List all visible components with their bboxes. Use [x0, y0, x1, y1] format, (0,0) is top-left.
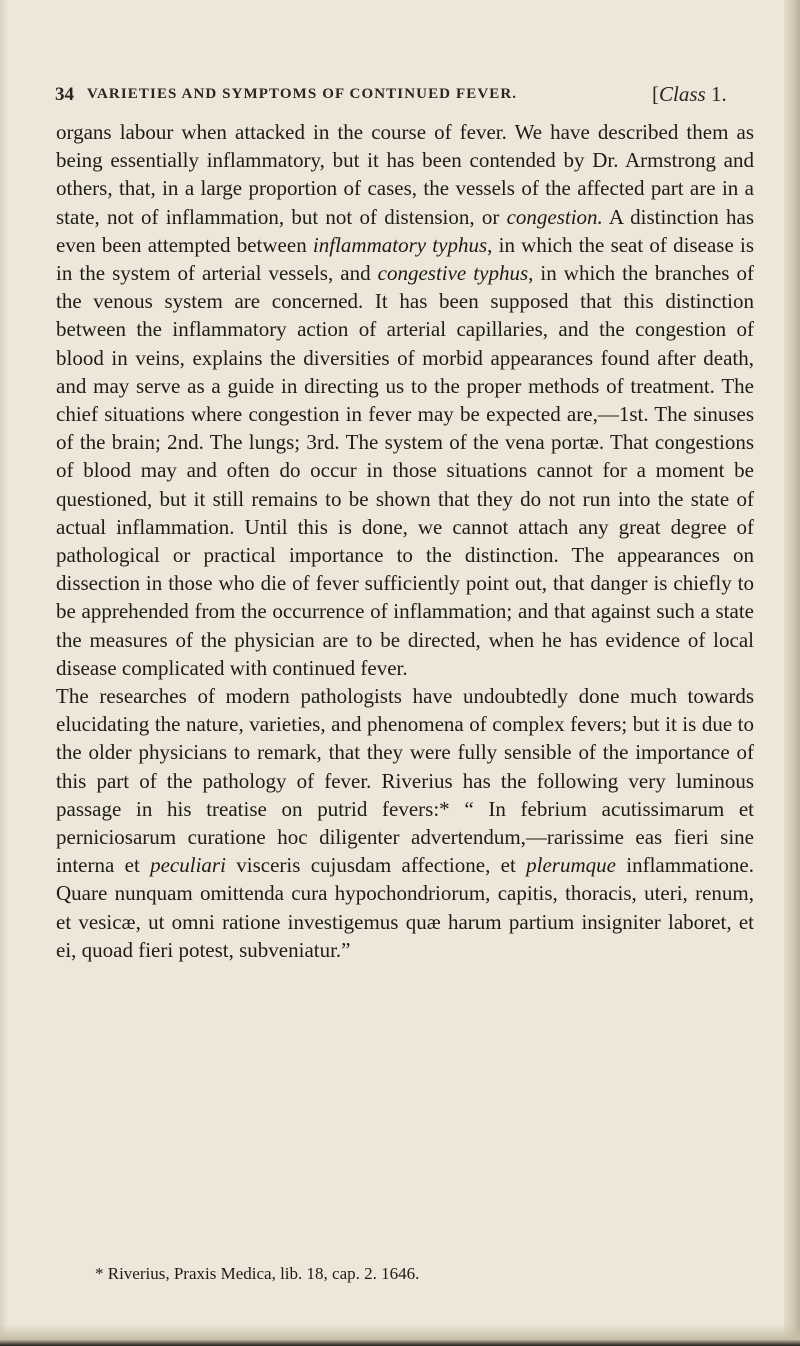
paragraph-1-text-c: , in which the seat of disease is in the system of arterial vessels, and [56, 232, 755, 286]
term-congestion: congestion. [506, 204, 603, 229]
term-congestive-typhus: congestive typhus [377, 261, 529, 286]
class-label-number: 1. [705, 82, 727, 106]
page-gutter-shadow [0, 0, 8, 1346]
class-label-word: Class [659, 82, 706, 106]
paragraph-2 [56, 682, 754, 964]
paragraph-2-text-b: visceris cujusdam affectione, et [225, 853, 527, 878]
paragraph-2-text-c: inflammatione. Quare nunquam omittenda cura hypochondriorum, capitis, thoracis, uteri, renum, et vesicæ, ut omni ratione investigemus quæ harum partium insigniter laboret, et ei, quoad fieri potest, subveniatur.” [56, 853, 754, 962]
body-text [56, 118, 754, 964]
paragraph-2-text-a: The researches of modern pathologists have undoubtedly done much towards elucidating the nature, varieties, and phenomena of complex fevers; but it is due to the older physicians to remark, that they were fully sensible of the importance of this part of the pathology of fever. Riverius has the following very luminous passage in his treatise on putrid fevers:* “ In febrium acutissimarum et perniciosarum curatione hoc diligenter advertendum,—rarissime eas fieri sine interna et [56, 684, 754, 878]
running-header [55, 84, 775, 114]
paragraph-1-text-a: organs labour when attacked in the course of fever. We have described them as being essentially inflammatory, but it has been contended by Dr. Armstrong and others, that, in a large proportion of cases, the vessels of the affected part are in a state, not of inflammation, but not of distension, or [56, 120, 754, 229]
running-head-title: VARIETIES AND SYMPTOMS OF CONTINUED FEVER. [87, 86, 518, 102]
paragraph-1-text-d: , in which the branches of the venous system are concerned. It has been supposed that this distinction between the inflammatory action of arterial capillaries, and the congestion of blood in veins, explains the diversities of morbid appearances found after death, and may serve as a guide in directing us to the proper methods of treatment. The chief situations where congestion in fever may be expected are,—1st. The sinuses of the brain; 2nd. The lungs; 3rd. The system of the vena portæ. That congestions of blood may and often do occur in those situations cannot for a moment be questioned, but it still remains to be shown that they do not run into the state of actual inflammation. Until this is done, we cannot attach any great degree of pathological or practical importance to the distinction. The appearances on dissection in those who die of fever sufficiently point out, that danger is chiefly to be apprehended from the occurrence of inflammation; and that against such a state the measures of the physician are to be directed, when he has evidence of local disease complicated with continued fever. [56, 261, 755, 680]
term-plerumque: plerumque [526, 853, 616, 878]
page-number: 34 [55, 84, 74, 105]
page-bottom-edge [0, 1324, 800, 1346]
term-inflammatory-typhus: inflammatory typhus [312, 232, 488, 257]
page-right-edge [784, 0, 800, 1346]
paragraph-1-text-b: A distinction has even been attempted between [56, 204, 754, 257]
paragraph-1 [56, 118, 754, 682]
class-label-bracket: [ [652, 82, 659, 106]
class-label [652, 82, 727, 107]
footnote: * Riverius, Praxis Medica, lib. 18, cap. 2. 1646. [95, 1264, 420, 1283]
term-peculiari: peculiari [150, 853, 226, 878]
